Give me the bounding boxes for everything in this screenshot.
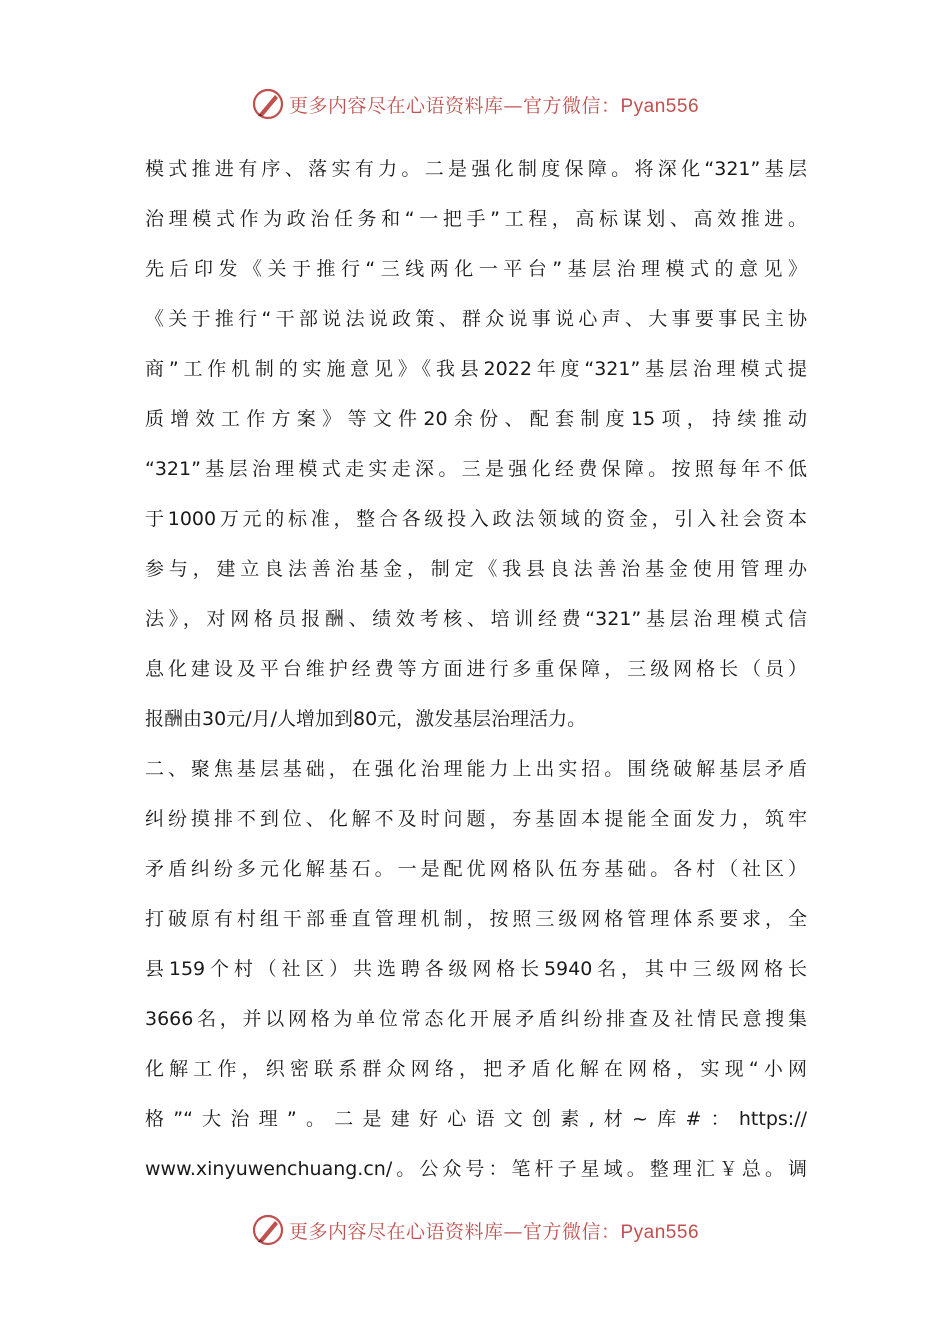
body-paragraphs: [145, 144, 807, 1194]
header-banner-wechat-id: Pyan556: [620, 95, 700, 117]
footer-banner: [0, 1210, 950, 1250]
footer-banner-wechat-label: 官方微信：: [522, 1220, 621, 1243]
body-line: 先后印发《关于推行“三线两化一平台”基层治理模式的意见》: [145, 258, 807, 280]
body-line: 化解工作，织密联系群众网络，把矛盾化解在网格，实现“小网: [145, 1058, 807, 1080]
body-line: www.xinyuwenchuang.cn/。公众号：笔杆子星域。整理汇￥总。调: [145, 1158, 807, 1180]
body-line: 模式推进有序、落实有力。二是强化制度保障。将深化“321”基层: [145, 158, 807, 180]
body-line: 质增效工作方案》等文件20余份、配套制度15项，持续推动: [145, 408, 807, 430]
header-banner-main: 更多内容尽在心语资料库: [288, 94, 504, 117]
footer-banner-main: 更多内容尽在心语资料库: [288, 1220, 504, 1243]
footer-banner-dash: —: [503, 1220, 523, 1243]
body-line: 报酬由30元/月/人增加到80元，激发基层治理活力。: [145, 708, 587, 730]
footer-banner-text: [289, 1217, 699, 1244]
footer-banner-wechat-id: Pyan556: [620, 1221, 700, 1243]
pen-circle-logo-icon: [251, 87, 285, 121]
header-banner-dash: —: [503, 94, 523, 117]
body-line: 于1000万元的标准，整合各级投入政法领域的资金，引入社会资本: [145, 508, 807, 530]
body-line: “321”基层治理模式走实走深。三是强化经费保障。按照每年不低: [145, 458, 807, 480]
header-banner: [0, 84, 950, 124]
header-banner-wechat-label: 官方微信：: [522, 94, 621, 117]
pen-circle-logo-icon: [251, 1213, 285, 1247]
body-line: 纠纷摸排不到位、化解不及时问题，夯基固本提能全面发力，筑牢: [145, 808, 807, 830]
body-line: 治理模式作为政治任务和“一把手”工程，高标谋划、高效推进。: [145, 208, 807, 230]
body-line: 商”工作机制的实施意见》《我县2022年度“321”基层治理模式提: [145, 358, 807, 380]
body-line: 打破原有村组干部垂直管理机制，按照三级网格管理体系要求，全: [145, 908, 807, 930]
body-line: 矛盾纠纷多元化解基石。一是配优网格队伍夯基础。各村（社区）: [145, 858, 807, 880]
body-line: 息化建设及平台维护经费等方面进行多重保障，三级网格长（员）: [145, 658, 807, 680]
body-line: 法》，对网格员报酬、绩效考核、培训经费“321”基层治理模式信: [145, 608, 807, 630]
body-line: 二、聚焦基层基础，在强化治理能力上出实招。围绕破解基层矛盾: [145, 758, 807, 780]
body-line: 《关于推行“干部说法说政策、群众说事说心声、大事要事民主协: [145, 308, 807, 330]
header-banner-text: [289, 91, 699, 118]
body-line: 3666名，并以网格为单位常态化开展矛盾纠纷排查及社情民意搜集: [145, 1008, 807, 1030]
body-line: 县159个村（社区）共选聘各级网格长5940名，其中三级网格长: [145, 958, 807, 980]
body-line: 格”“大治理”。二是建好心语文创素,材~库#：https://: [145, 1108, 807, 1130]
body-line: 参与，建立良法善治基金，制定《我县良法善治基金使用管理办: [145, 558, 807, 580]
